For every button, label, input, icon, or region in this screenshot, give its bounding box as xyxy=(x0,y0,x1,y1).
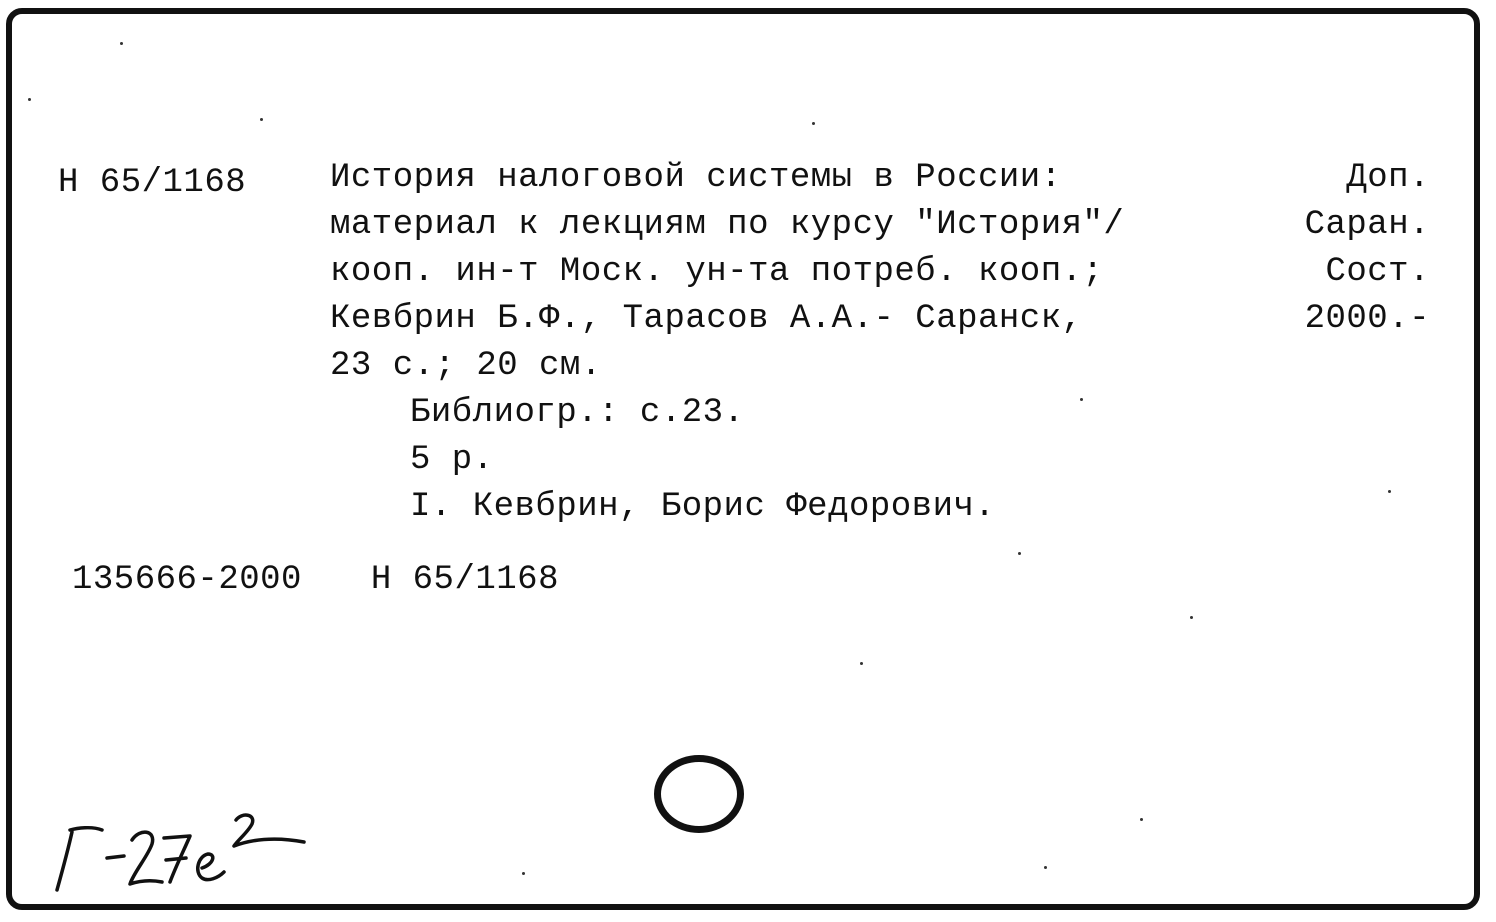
speck xyxy=(812,122,815,125)
description-line-4-right: 2000.- xyxy=(1304,300,1430,338)
speck xyxy=(1044,866,1047,869)
inventory-line xyxy=(72,557,559,604)
speck xyxy=(1388,490,1391,493)
speck xyxy=(260,118,263,121)
description-line-3 xyxy=(330,249,1430,296)
description-line-2 xyxy=(330,202,1430,249)
note-price: 5 р. xyxy=(410,441,494,479)
speck xyxy=(1080,398,1083,401)
note-bibliography: Библиогр.: с.23. xyxy=(410,394,745,432)
bibliographic-description xyxy=(330,155,1430,531)
speck xyxy=(1190,616,1193,619)
description-line-1-left: История налоговой системы в России: xyxy=(330,159,1062,197)
description-line-5-left: 23 с.; 20 см. xyxy=(330,347,602,385)
inventory-number: 135666-2000 xyxy=(72,561,302,599)
description-line-1-right: Доп. xyxy=(1346,159,1430,197)
speck xyxy=(28,98,31,101)
speck xyxy=(522,872,525,875)
handwritten-note xyxy=(52,810,332,900)
speck xyxy=(1018,552,1021,555)
punch-hole xyxy=(654,755,744,833)
description-line-1 xyxy=(330,155,1430,202)
shelf-mark: Н 65/1168 xyxy=(58,164,247,202)
speck xyxy=(1140,818,1143,821)
description-line-4-left: Кевбрин Б.Ф., Тарасов А.А.- Саранск, xyxy=(330,300,1083,338)
description-line-3-right: Сост. xyxy=(1325,253,1430,291)
note-added-entry: I. Кевбрин, Борис Федорович. xyxy=(410,488,996,526)
description-line-3-left: кооп. ин-т Моск. ун-та потреб. кооп.; xyxy=(330,253,1104,291)
description-line-2-right: Саран. xyxy=(1304,206,1430,244)
speck xyxy=(120,42,123,45)
description-line-4 xyxy=(330,296,1430,343)
speck xyxy=(860,662,863,665)
description-line-5 xyxy=(330,343,1430,390)
description-line-2-left: материал к лекциям по курсу "История"/ xyxy=(330,206,1125,244)
inventory-shelf-mark: Н 65/1168 xyxy=(370,561,559,599)
